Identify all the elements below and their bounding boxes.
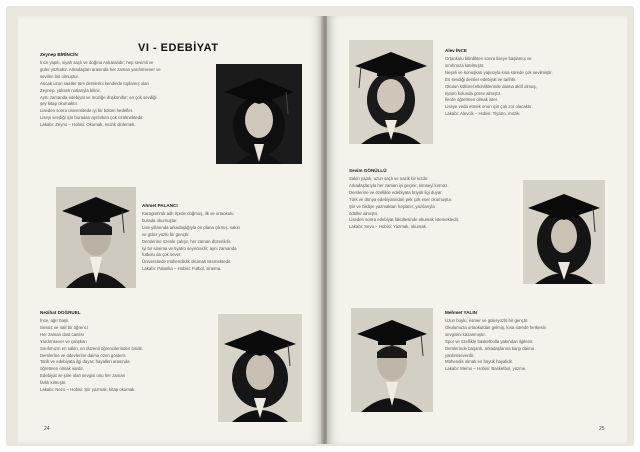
bio-line: İnce yapılı, siyah saçlı ve doğma Ankaralıdır; hep sevimli ve bbox=[40, 60, 154, 65]
bio-line: Derslerine özenle çalışır, her zaman düzenlidir. bbox=[142, 238, 232, 244]
bio-line: Üniversitede mühendislik okumak istemektedir. bbox=[142, 259, 232, 265]
bio-line: En sevdiği dersler edebiyat ve tarihtir. bbox=[445, 76, 517, 82]
student-bio-3 bbox=[40, 318, 212, 394]
bio-line: yardımseverdir. bbox=[445, 352, 475, 358]
bio-line: Liseden sonra üniversitede iyi bir bölüm hedefler. bbox=[40, 108, 134, 114]
student-photo-1 bbox=[216, 64, 302, 164]
graduate-girl-portrait bbox=[349, 40, 433, 144]
graduate-girl-portrait bbox=[523, 180, 605, 284]
page-number-right: 25 bbox=[599, 426, 605, 432]
open-yearbook bbox=[6, 6, 634, 446]
bio-line: Sakin yapılı, uzun saçlı ve nazik bir kızdır. bbox=[349, 176, 429, 181]
bio-line: Mühendis olmak en büyük hayalidir. bbox=[445, 359, 514, 365]
bio-line: Derslerinde başarılı, arkadaşlarına karşı daima bbox=[445, 345, 535, 351]
bio-line: Okulumuza ortaokuldan gelmiş, kısa sürede herkesin bbox=[445, 324, 547, 330]
bio-line: Türk ve dünya edebiyatından pek çok eser okumuştur. bbox=[349, 196, 453, 202]
section-title: VI - EDEBİYAT bbox=[138, 42, 219, 54]
student-name-6: Mehmet YALIN bbox=[445, 310, 477, 315]
student-name-5: Sevim GÖNÜLLÜ bbox=[349, 168, 387, 173]
bio-line: Derslerine ve özellikle edebiyata büyük ilgi duyar. bbox=[349, 189, 443, 195]
bio-line: Şiir ve hikâye yazmaktan hoşlanır; yazılarıyla bbox=[349, 203, 435, 209]
bio-line: İnce, ağır başlı bbox=[40, 318, 69, 323]
student-photo-6 bbox=[351, 308, 433, 412]
student-bio-1 bbox=[40, 60, 210, 129]
bio-line: Sınıfımızın en sakin, en düzenli öğrencilerinden biridir. bbox=[40, 345, 143, 351]
student-name-2: Ahmet PALANCI bbox=[142, 203, 178, 208]
bio-line: burada okumuştur. bbox=[142, 217, 178, 223]
bio-line: şey kitap okumaktır. bbox=[40, 101, 78, 107]
bio-line: Karagümrük adlı ilçede doğmuş, ilk ve ortaokulu bbox=[142, 211, 234, 216]
bio-line: Liseye veda etmek onun için çok zor olacaktır. bbox=[445, 104, 533, 110]
bio-line: Derslerine ve ödevlerine daima özen gösterir. bbox=[40, 352, 127, 358]
bio-line: Lakabı: Sevo – Hobisi: Yazmak, okumak. bbox=[349, 224, 427, 230]
bio-line: Liseden sonra edebiyat fakültesinde okumak istemektedir. bbox=[349, 217, 460, 223]
bio-line: sınıfımıza katılmıştır. bbox=[445, 62, 485, 68]
bio-line: Zeynep, yüksek notlarıyla bilinir. bbox=[40, 87, 101, 93]
bio-line: Okulun kültürel etkinliklerinde daima aktif olmuş, bbox=[445, 83, 537, 89]
student-name-4: Alev İNCE bbox=[445, 48, 467, 53]
graduate-boy-portrait bbox=[351, 308, 433, 412]
bio-line: güler yüzlüdür. Arkadaşları arasında her zaman yardımsever ve bbox=[40, 66, 161, 72]
bio-line: Tarih ve edebiyata ilgi duyar; hayalleri arasında bbox=[40, 359, 130, 365]
student-bio-5 bbox=[349, 176, 521, 231]
bio-line: Lise yıllarında arkadaşlığıyla ön plana çıkmış, sakin bbox=[142, 224, 240, 230]
student-photo-4 bbox=[349, 40, 433, 144]
student-photo-3 bbox=[218, 314, 302, 422]
bio-line: Ancak uzun saatler tüm derslerini kendinde toplamış olan bbox=[40, 80, 149, 86]
bio-line: Lakabı: Alevcik – Hobisi: Tiyatro, müzik. bbox=[445, 111, 521, 117]
graduate-boy-portrait bbox=[56, 187, 136, 288]
student-photo-2 bbox=[56, 187, 136, 288]
bio-line: Edebiyat ve şiire olan sevgisi onu her zaman bbox=[40, 373, 126, 379]
student-bio-4 bbox=[445, 56, 615, 118]
student-name-3: Nezihat DOĞRUEL bbox=[40, 310, 81, 315]
bio-line: sevilen biri olmuştur. bbox=[40, 73, 79, 79]
bio-line: Lakabı: Nezo – Hobisi: Şiir yazmak, kitap okumak. bbox=[40, 387, 136, 393]
bio-line: Sessiz ve naif bir öğrenci bbox=[40, 324, 88, 330]
bio-line: Ortaokulu bitirdikten sonra liseye başlamış ve bbox=[445, 56, 532, 61]
bio-line: Liseyi sevdiği için buradan ayrılırken çok üzülmektedir. bbox=[40, 115, 144, 121]
graduate-girl-portrait bbox=[218, 314, 302, 422]
right-page bbox=[327, 16, 627, 444]
bio-line: Lakabı: Palanka – Hobisi: Futbol, sinema. bbox=[142, 266, 222, 272]
bio-line: Aynı zamanda edebiyat ve müziğe düşkündür; en çok sevdiği bbox=[40, 94, 157, 100]
student-bio-2 bbox=[142, 211, 302, 273]
bio-line: sevgisini kazanmıştır. bbox=[445, 331, 486, 337]
graduate-girl-portrait bbox=[216, 64, 302, 164]
bio-line: Arkadaşlarıyla her zaman iyi geçinir, kimseyi kırmaz. bbox=[349, 182, 449, 188]
bio-line: öğretmen olmak vardır. bbox=[40, 366, 84, 372]
bio-line: ve güler yüzlü bir gençtir. bbox=[142, 231, 190, 237]
bio-line: farklı kılmıştır. bbox=[40, 380, 67, 386]
bio-line: futbolu da çok sever. bbox=[142, 252, 182, 258]
student-photo-5 bbox=[523, 180, 605, 284]
bio-line: Lakabı: Memo – Hobisi: Basketbol, yüzme. bbox=[445, 366, 527, 372]
student-bio-6 bbox=[445, 318, 615, 373]
bio-line: İlerde öğretmen olmak ister. bbox=[445, 97, 499, 103]
bio-line: Her zaman dost canlısı bbox=[40, 331, 84, 337]
bio-line: Yardımsever ve çalışkan bbox=[40, 338, 87, 344]
bio-line: Neşeli ve konuşkan yapısıyla kısa sürede çok sevilmiştir. bbox=[445, 69, 553, 75]
bio-line: İyi bir sinema ve tiyatro seyircisidir; aynı zamanda bbox=[142, 245, 237, 251]
student-name-1: Zeynep BİRİNCİN bbox=[40, 52, 78, 57]
bio-line: Spor ve özellikle basketbolla yakından ilgilenir. bbox=[445, 338, 534, 344]
bio-line: tiyatro kolunda görev almıştır. bbox=[445, 90, 502, 96]
left-page bbox=[18, 16, 323, 444]
page-number-left: 24 bbox=[44, 426, 50, 432]
bio-line: ödüller almıştır. bbox=[349, 210, 379, 216]
bio-line: Uzun boylu, esmer ve güleryüzlü bir gençtir. bbox=[445, 318, 529, 323]
bio-line: Lakabı: Zeyno – Hobisi: Okumak, müzik dinlemek. bbox=[40, 122, 136, 128]
